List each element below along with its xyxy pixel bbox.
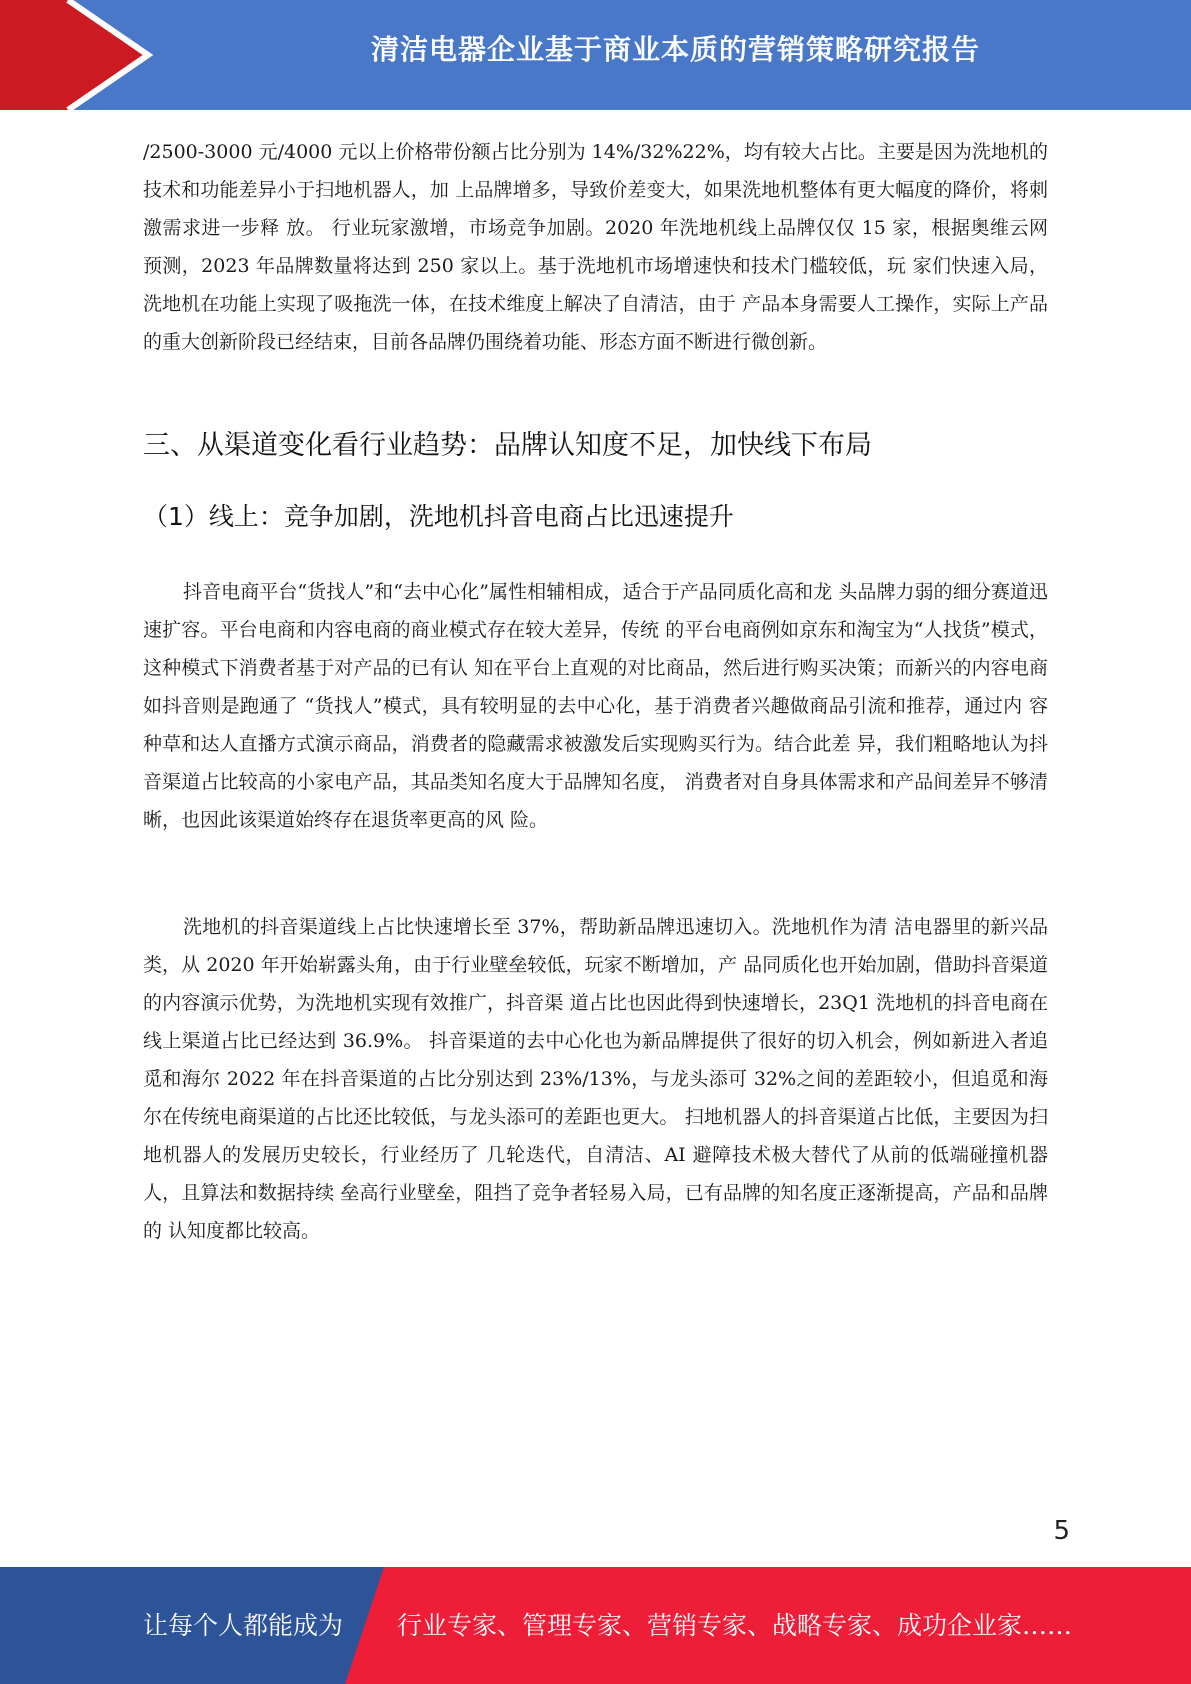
footer-slogan-left: 让每个人都能成为 — [143, 1611, 344, 1640]
body-paragraph-3-block — [143, 908, 1048, 1250]
body-paragraph: 洗地机的抖音渠道线上占比快速增长至 37%，帮助新品牌迅速切入。洗地机作为清 洁电器里的新兴品类，从 2020 年开始崭露头角，由于行业壁垒较低，玩家不断增加，产 品同质化也开始加剧，借助抖音渠道的内容演示优势，为洗地机实现有效推广，抖音渠 道占比也因此得到快速增长，23Q1 洗地机的抖音电商在线上渠道占比已经达到 36.9%。 抖音渠道的去中心化也为新品牌提供了很好的切入机会，例如新进入者追觅和海尔 2022 年在抖音渠道的占比分别达到 23%/13%，与龙头添可 32%之间的差距较小，但追觅和海 尔在传统电商渠道的占比还比较低，与龙头添可的差距也更大。 扫地机器人的抖音渠道占比低，主要因为扫地机器人的发展历史较长，行业经历了 几轮迭代，自清洁、AI 避障技术极大替代了从前的低端碰撞机器人，且算法和数据持续 垒高行业壁垒，阻挡了竞争者轻易入局，已有品牌的知名度正逐渐提高，产品和品牌的 认知度都比较高。 — [143, 916, 1048, 1242]
report-title: 清洁电器企业基于商业本质的营销策略研究报告 — [370, 33, 980, 66]
footer-slogan-right: 行业专家、管理专家、营销专家、战略专家、成功企业家…… — [397, 1611, 1073, 1640]
body-paragraph: /2500-3000 元/4000 元以上价格带份额占比分别为 14%/32%22%，均有较大占比。主要是因为洗地机的技术和功能差异小于扫地机器人，加 上品牌增多，导致价差变大，如果洗地机整体有更大幅度的降价，将刺激需求进一步释 放。 行业玩家激增，市场竞争加剧。2020 年洗地机线上品牌仅仅 15 家，根据奥维云网 预测，2023 年品牌数量将达到 250 家以上。基于洗地机市场增速快和技术门槛较低，玩 家们快速入局，洗地机在功能上实现了吸拖洗一体，在技术维度上解决了自清洁，由于 产品本身需要人工操作，实际上产品的重大创新阶段已经结束，目前各品牌仍围绕着功能、形态方面不断进行微创新。 — [143, 141, 1048, 353]
body-paragraph-2-block — [143, 573, 1048, 839]
footer-slogan-band — [0, 1567, 1191, 1684]
body-paragraph: 抖音电商平台“货找人”和“去中心化”属性相辅相成，适合于产品同质化高和龙 头品牌力弱的细分赛道迅速扩容。平台电商和内容电商的商业模式存在较大差异，传统 的平台电商例如京东和淘宝为“人找货”模式，这种模式下消费者基于对产品的已有认 知在平台上直观的对比商品，然后进行购买决策；而新兴的内容电商如抖音则是跑通了 “货找人”模式，具有较明显的去中心化，基于消费者兴趣做商品引流和推荐，通过内 容种草和达人直播方式演示商品，消费者的隐藏需求被激发后实现购买行为。结合此差 异，我们粗略地认为抖音渠道占比较高的小家电产品，其品类知名度大于品牌知名度， 消费者对自身具体需求和产品间差异不够清晰，也因此该渠道始终存在退货率更高的风 险。 — [143, 581, 1048, 831]
body-paragraph-1-block — [143, 133, 1048, 361]
report-header-band — [0, 0, 1191, 110]
subsection-heading: （1）线上：竞争加剧，洗地机抖音电商占比迅速提升 — [143, 502, 734, 531]
section-heading-block — [143, 426, 1048, 466]
page-number: 5 — [1053, 1516, 1070, 1546]
subsection-heading-block — [143, 498, 1048, 536]
section-heading: 三、从渠道变化看行业趋势：品牌认知度不足，加快线下布局 — [143, 430, 872, 461]
header-chevron-decoration — [0, 0, 160, 110]
